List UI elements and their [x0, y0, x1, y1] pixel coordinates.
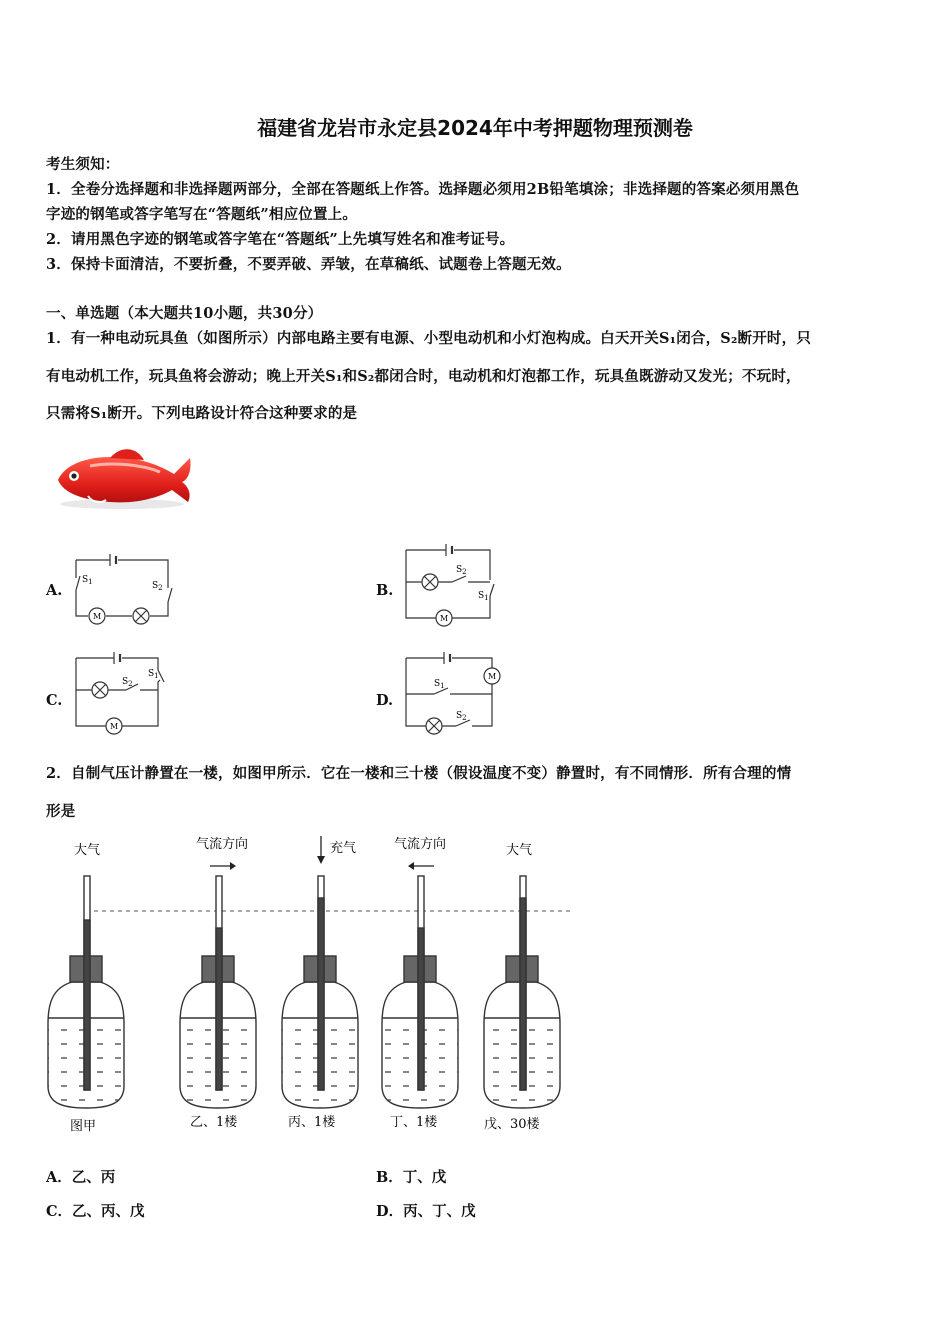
circuit-c-switch-1-label: $S_1$	[148, 669, 159, 680]
notice-line-2: 2．请用黑色字迹的钢笔或答字笔在“答题纸”上先填写姓名和准考证号。	[46, 231, 515, 248]
notice-heading: 考生须知：	[46, 156, 120, 173]
q1-line-1: 1．有一种电动玩具鱼（如图所示）内部电路主要有电源、小型电动机和小灯泡构成。白天开关S₁闭合，S₂断开时，只	[46, 330, 812, 347]
circuit-a-switch-1-label: $S_1$	[82, 575, 93, 586]
notice-line-1b: 字迹的钢笔或答字笔写在“答题纸”相应位置上。	[46, 206, 358, 223]
circuit-a-motor-label: M	[93, 612, 102, 621]
page-title: 福建省龙岩市永定县2024年中考押题物理预测卷	[257, 116, 693, 140]
q1-option-b[interactable]: B.	[376, 582, 394, 599]
q2-option-a[interactable]: A．乙、丙	[46, 1169, 116, 1186]
q1-option-a[interactable]: A.	[46, 582, 63, 599]
section-heading: 一、单选题（本大题共10小题，共30分）	[46, 305, 323, 322]
circuit-a-switch-2-label: $S_2$	[152, 581, 163, 592]
label-inflate: 充气	[330, 841, 357, 856]
notice-line-1a: 1．全卷分选择题和非选择题两部分，全部在答题纸上作答。选择题必须用2B铅笔填涂；非选择题的答案必须用黑色	[46, 181, 800, 198]
toy-fish-image	[50, 436, 196, 512]
circuit-d	[400, 648, 510, 740]
barometer-figure	[40, 828, 580, 1138]
label-airflow-1: 气流方向	[196, 837, 249, 852]
q1-line-2: 有电动机工作，玩具鱼将会游动；晚上开关S₁和S₂都闭合时，电动机和灯泡都工作，玩具鱼既游动又发光；不玩时，	[46, 368, 801, 385]
circuit-b-motor-label: M	[440, 614, 449, 623]
q1-option-d[interactable]: D.	[376, 692, 394, 709]
bottle-bing	[282, 876, 358, 1108]
circuit-c	[70, 648, 170, 738]
label-airflow-2: 气流方向	[394, 837, 447, 852]
label-fig-yi: 乙、1楼	[190, 1115, 238, 1130]
label-fig-ding: 丁、1楼	[390, 1115, 438, 1130]
label-fig-wu: 戊、30楼	[484, 1117, 540, 1132]
circuit-b-switch-1-label: $S_1$	[478, 591, 489, 602]
label-fig-jia: 图甲	[70, 1119, 97, 1134]
circuit-d-switch-1-label: $S_1$	[434, 679, 445, 690]
q2-option-c[interactable]: C．乙、丙、戊	[46, 1203, 145, 1220]
q1-line-3: 只需将S₁断开。下列电路设计符合这种要求的是	[46, 405, 358, 422]
circuit-c-switch-2-label: $S_2$	[122, 677, 133, 688]
q2-option-d[interactable]: D．丙、丁、戊	[376, 1203, 476, 1220]
label-atmosphere-2: 大气	[506, 843, 533, 858]
label-fig-bing: 丙、1楼	[288, 1115, 336, 1130]
circuit-d-switch-2-label: $S_2$	[456, 711, 467, 722]
q2-option-b[interactable]: B．丁、戊	[376, 1169, 447, 1186]
circuit-b-switch-2-label: $S_2$	[456, 565, 467, 576]
q2-line-2: 形是	[46, 803, 76, 820]
circuit-a	[70, 548, 180, 628]
label-atmosphere-1: 大气	[74, 843, 101, 858]
notice-line-3: 3．保持卡面清洁，不要折叠，不要弄破、弄皱，在草稿纸、试题卷上答题无效。	[46, 256, 571, 273]
circuit-c-motor-label: M	[110, 722, 119, 731]
circuit-b	[400, 540, 510, 630]
q1-option-c[interactable]: C.	[46, 692, 63, 709]
circuit-d-motor-label: M	[488, 672, 497, 681]
q2-line-1: 2．自制气压计静置在一楼，如图甲所示．它在一楼和三十楼（假设温度不变）静置时，有不同情形．所有合理的情	[46, 765, 792, 782]
